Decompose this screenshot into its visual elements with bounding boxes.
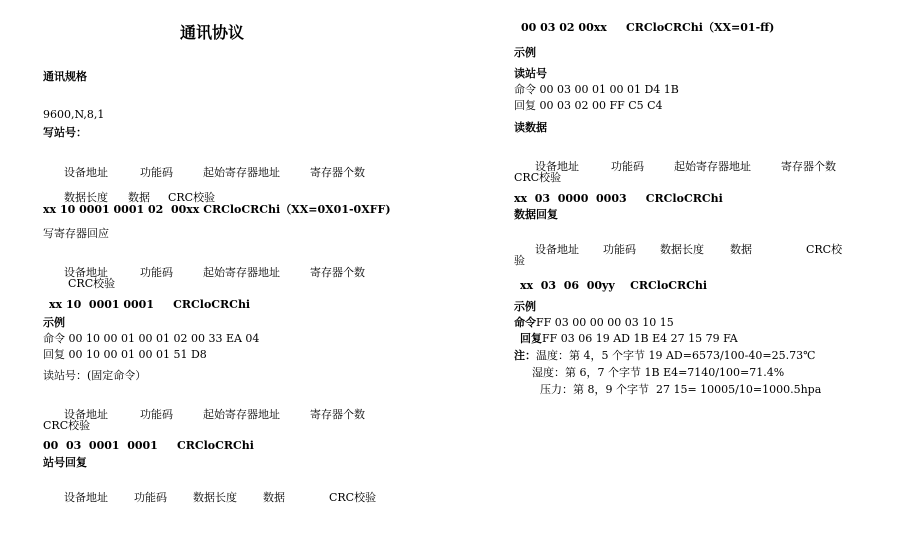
field-crc: CRC校验 [328, 491, 377, 504]
read-data-fields-row [514, 146, 836, 188]
field-data-length: 数据长度 [659, 243, 704, 256]
command-label: 命令 [514, 316, 536, 329]
note-temperature-text: 温度：第 4，5 个字节 19 AD=6573/100-40=25.73℃ [536, 349, 816, 362]
example-reply: 回复 00 10 00 01 00 01 51 D8 [43, 348, 207, 361]
read-station-command: 命令 00 03 00 01 00 01 D4 1B [514, 83, 679, 96]
example2-reply [520, 332, 738, 346]
read-crc: CRC校验 [43, 419, 91, 432]
data-reply-heading: 数据回复 [514, 208, 558, 221]
write-response-heading: 写寄存器回应 [43, 227, 109, 240]
field-start-register: 起始寄存器地址 [673, 160, 751, 173]
field-function-code: 功能码 [133, 491, 167, 504]
example2-heading: 示例 [514, 300, 536, 313]
field-start-register: 起始寄存器地址 [202, 266, 280, 279]
read-data-crc: CRC校验 [514, 171, 562, 184]
read-fields-row [43, 394, 365, 436]
field-crc: CRC校验 [167, 191, 216, 204]
reply-value: FF 03 06 19 AD 1B E4 27 15 79 FA [542, 332, 738, 345]
page-title: 通讯协议 [180, 23, 245, 42]
field-register-count: 寄存器个数 [309, 166, 365, 179]
read-station-heading: 读站号 [514, 67, 547, 80]
field-function-code: 功能码 [139, 266, 173, 279]
example-heading: 示例 [43, 316, 65, 329]
note-label: 注： [514, 349, 536, 362]
field-start-register: 起始寄存器地址 [202, 166, 280, 179]
data-reply-fields-row [514, 229, 842, 271]
field-function-code: 功能码 [602, 243, 636, 256]
read-data-heading: 读数据 [514, 121, 547, 134]
response-command: xx 10 0001 0001 CRCloCRChi [49, 298, 251, 311]
example-heading: 示例 [514, 46, 536, 59]
field-device-address: 设备地址 [63, 166, 108, 179]
field-device-address: 设备地址 [63, 408, 108, 421]
field-data-length: 数据长度 [63, 191, 108, 204]
field-data-length: 数据长度 [192, 491, 237, 504]
data-reply-command: xx 03 06 00yy CRCloCRChi [520, 279, 708, 292]
read-station-reply: 回复 00 03 02 00 FF C5 C4 [514, 99, 663, 112]
note-temperature [514, 349, 815, 363]
field-register-count: 寄存器个数 [309, 266, 365, 279]
read-data-command: xx 03 0000 0003 CRCloCRChi [514, 192, 723, 205]
command-value: FF 03 00 00 00 03 10 15 [536, 316, 674, 329]
field-function-code: 功能码 [610, 160, 644, 173]
field-data: 数据 [262, 491, 285, 504]
field-register-count: 寄存器个数 [780, 160, 836, 173]
note-pressure: 压力：第 8，9 个字节 27 15= 10005/10=1000.5hpa [540, 383, 822, 396]
example-command: 命令 00 10 00 01 00 01 02 00 33 EA 04 [43, 332, 260, 345]
field-function-code: 功能码 [139, 408, 173, 421]
station-reply-heading: 站号回复 [43, 456, 87, 469]
field-device-address: 设备地址 [534, 243, 579, 256]
data-reply-wrap: 验 [514, 254, 525, 267]
field-device-address: 设备地址 [534, 160, 579, 173]
reply-label: 回复 [520, 332, 542, 345]
spec-heading: 通讯规格 [43, 70, 87, 83]
field-device-address: 设备地址 [63, 266, 108, 279]
field-register-count: 寄存器个数 [309, 408, 365, 421]
response-crc: CRC校验 [68, 277, 116, 290]
field-function-code: 功能码 [139, 166, 173, 179]
station-reply-command: 00 03 02 00xx CRCloCRChi（XX=01-ff) [521, 21, 775, 34]
write-command: xx 10 0001 0001 02 00xx CRCloCRChi（XX=0X01-0XFF) [43, 203, 391, 216]
read-command: 00 03 0001 0001 CRCloCRChi [43, 439, 254, 452]
note-humidity: 湿度：第 6，7 个字节 1B E4=7140/100=71.4% [532, 366, 785, 379]
field-crc: CRC校 [805, 243, 843, 256]
field-start-register: 起始寄存器地址 [202, 408, 280, 421]
write-station-heading: 写站号： [43, 126, 87, 139]
spec-value: 9600,N,8,1 [43, 108, 105, 121]
read-station-heading: 读站号：(固定命令） [43, 369, 147, 382]
field-data: 数据 [729, 243, 752, 256]
field-device-address: 设备地址 [63, 491, 108, 504]
field-data: 数据 [127, 191, 150, 204]
station-reply-fields-row [43, 477, 376, 519]
example2-command [514, 316, 674, 330]
